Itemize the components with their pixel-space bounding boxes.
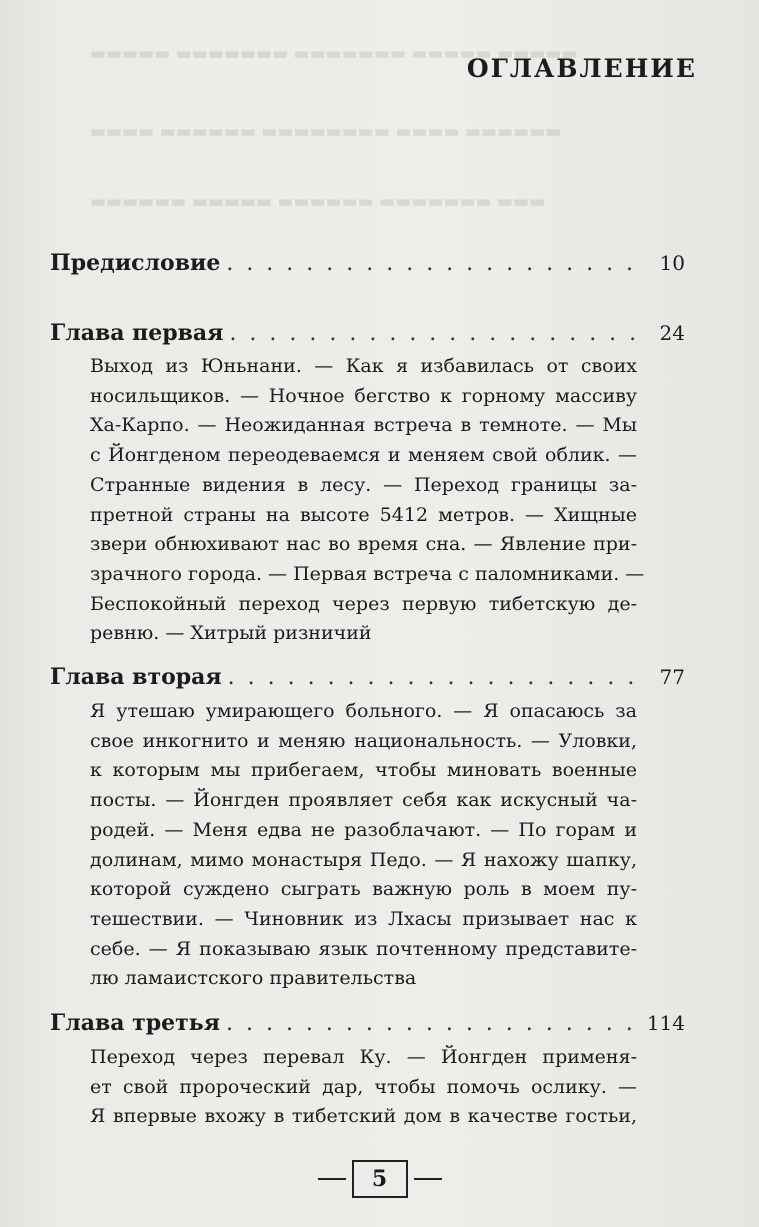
summary-line: тешествии. — Чиновник из Лхасы призывает нас к <box>90 907 637 930</box>
summary-line: Переход через перевал Ку. — Йонгден применя- <box>90 1046 637 1068</box>
page-number: 5 <box>352 1160 408 1198</box>
summary-line: Ха-Карпо. — Неожиданная встреча в темноте. — Мы <box>90 414 637 437</box>
summary-line: Я утешаю умирающего больного. — Я опасаюсь за <box>90 700 637 722</box>
toc-entry-chapter-2 <box>50 664 685 690</box>
toc-entry-page: 114 <box>646 1011 685 1035</box>
toc-leader-dots <box>226 1011 635 1036</box>
summary-line: себе. — Я показываю язык почтенному представите- <box>90 937 637 960</box>
summary-line: звери обнюхивают нас во время сна. — Явление при- <box>90 533 637 556</box>
footer-dash-left <box>318 1178 346 1180</box>
summary-line: ревню. — Хитрый ризничий <box>90 622 372 645</box>
toc-entry-page: 24 <box>659 321 685 345</box>
summary-line: претной страны на высоте 5412 метров. — Хищные <box>90 503 637 526</box>
summary-line: долинам, мимо монастыря Педо. — Я нахожу шапку, <box>90 848 637 871</box>
page-number-footer <box>0 1160 759 1198</box>
summary-line: родей. — Меня едва не разоблачают. — По горам и <box>90 818 637 841</box>
summary-line: носильщиков. — Ночное бегство к горному массиву <box>90 384 637 407</box>
summary-line: ет свой пророческий дар, чтобы помочь ослику. — <box>90 1075 637 1098</box>
toc-entry-chapter-1 <box>50 320 685 346</box>
toc-entry-page: 77 <box>659 665 685 689</box>
toc-entry-chapter-3 <box>50 1010 685 1036</box>
toc-leader-dots <box>229 321 635 346</box>
bleed-through-texture: ▬▬▬▬ ▬▬▬▬▬▬ ▬▬▬▬▬▬▬▬ ▬▬▬▬ ▬▬▬▬▬▬ <box>90 122 562 142</box>
footer-dash-right <box>414 1178 442 1180</box>
toc-leader-dots <box>226 251 635 276</box>
page-title: ОГЛАВЛЕНИЕ <box>466 54 697 83</box>
chapter-1-summary <box>90 352 645 649</box>
summary-line: посты. — Йонгден проявляет себя как искусный ча- <box>90 789 637 812</box>
summary-line: Беспокойный переход через первую тибетскую де- <box>90 592 637 615</box>
summary-line: Странные видения в лесу. — Переход границы за- <box>90 473 637 496</box>
summary-line: с Йонгденом переодеваемся и меняем свой облик. — <box>90 444 637 467</box>
toc-entry-title: Глава вторая <box>50 664 222 690</box>
summary-line: Я впервые вхожу в тибетский дом в качестве гостьи, <box>90 1105 637 1128</box>
toc-entry-title: Глава третья <box>50 1010 220 1036</box>
toc-entry-preface <box>50 250 685 276</box>
summary-line: к которым мы прибегаем, чтобы миновать военные <box>90 759 637 782</box>
chapter-3-summary <box>90 1043 637 1132</box>
summary-line: лю ламаистского правительства <box>90 967 417 990</box>
summary-line: которой суждено сыграть важную роль в моем пу- <box>90 878 637 901</box>
toc-entry-page: 10 <box>659 251 685 275</box>
toc-entry-title: Предисловие <box>50 250 221 276</box>
toc-entry-title: Глава первая <box>50 320 224 346</box>
summary-line: зрачного города. — Первая встреча с паломниками. — <box>90 562 645 585</box>
summary-line: свое инкогнито и меняю национальность. — Уловки, <box>90 729 637 752</box>
summary-line: Выход из Юньнани. — Как я избавилась от своих <box>90 355 637 377</box>
chapter-2-summary <box>90 697 637 994</box>
bleed-through-texture: ▬▬▬▬▬ ▬▬▬▬▬▬▬ ▬▬▬▬▬▬▬ ▬▬▬▬▬ ▬▬▬▬▬ <box>90 44 578 64</box>
bleed-through-texture: ▬▬▬▬▬▬ ▬▬▬▬▬ ▬▬▬▬▬▬ ▬▬▬▬▬▬▬ ▬▬▬ <box>90 192 546 212</box>
toc-leader-dots <box>228 665 635 690</box>
